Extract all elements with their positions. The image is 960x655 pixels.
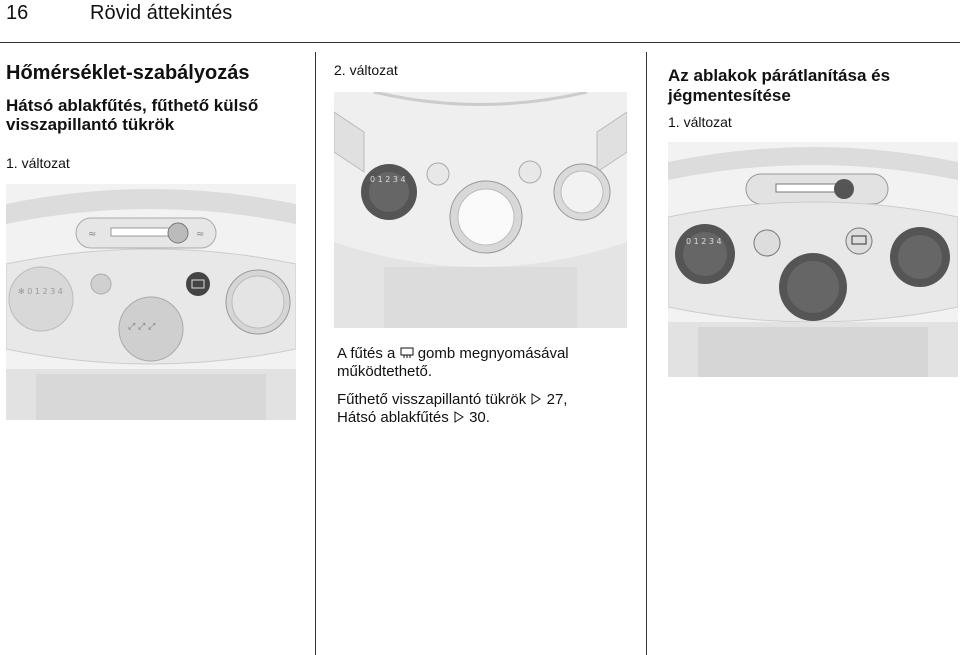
subheading-line-1: Hátsó ablakfűtés, fűthető külső — [6, 96, 259, 115]
svg-text:0 1 2 3 4: 0 1 2 3 4 — [686, 237, 722, 246]
header-title: Rövid áttekintés — [90, 2, 233, 24]
climate-panel-figure-3 — [668, 142, 958, 377]
heated-mirrors-text: Fűthető visszapillantó tükrök — [337, 391, 527, 408]
column-divider-2 — [646, 52, 647, 655]
rear-window-heating-text: Hátsó ablakfűtés — [337, 409, 449, 426]
rear-defrost-icon — [400, 346, 414, 358]
heated-mirrors-page-ref[interactable]: 27, — [546, 391, 568, 408]
paragraph-2-line-1 — [337, 391, 567, 409]
paragraph-1-after: gomb megnyomásával — [417, 345, 569, 362]
variant-label-2: 2. változat — [334, 62, 398, 78]
page-number: 16 — [6, 2, 29, 24]
subheading-line-2: visszapillantó tükrök — [6, 115, 175, 134]
paragraph-2-line-2 — [337, 409, 490, 427]
rear-window-heating-page-ref[interactable]: 30. — [469, 409, 490, 426]
paragraph-1-before: A fűtés a — [337, 345, 396, 362]
svg-text:0 1 2 3 4: 0 1 2 3 4 — [370, 175, 406, 184]
paragraph-1-line-2: működtethető. — [337, 363, 433, 380]
paragraph-1-line-1 — [337, 345, 569, 363]
svg-text:✻ 0 1 2 3 4: ✻ 0 1 2 3 4 — [18, 287, 63, 296]
header-rule — [0, 42, 960, 43]
svg-text:≈: ≈ — [196, 229, 205, 240]
climate-panel-figure-2 — [334, 92, 627, 328]
variant-label-1: 1. változat — [6, 155, 70, 171]
defog-heading-line-1: Az ablakok párátlanítása és — [668, 66, 891, 85]
climate-panel-figure-1 — [6, 184, 296, 420]
defog-heading-line-2: jégmentesítése — [668, 86, 791, 105]
column-divider-1 — [315, 52, 316, 655]
variant-label-3: 1. változat — [668, 114, 732, 130]
page-reference-arrow-icon — [453, 410, 465, 422]
svg-text:⤢ ⤢ ⤢: ⤢ ⤢ ⤢ — [128, 322, 156, 332]
section-heading: Hőmérséklet-szabályozás — [6, 62, 250, 84]
page-reference-arrow-icon — [530, 392, 542, 404]
svg-text:≈: ≈ — [88, 229, 97, 240]
